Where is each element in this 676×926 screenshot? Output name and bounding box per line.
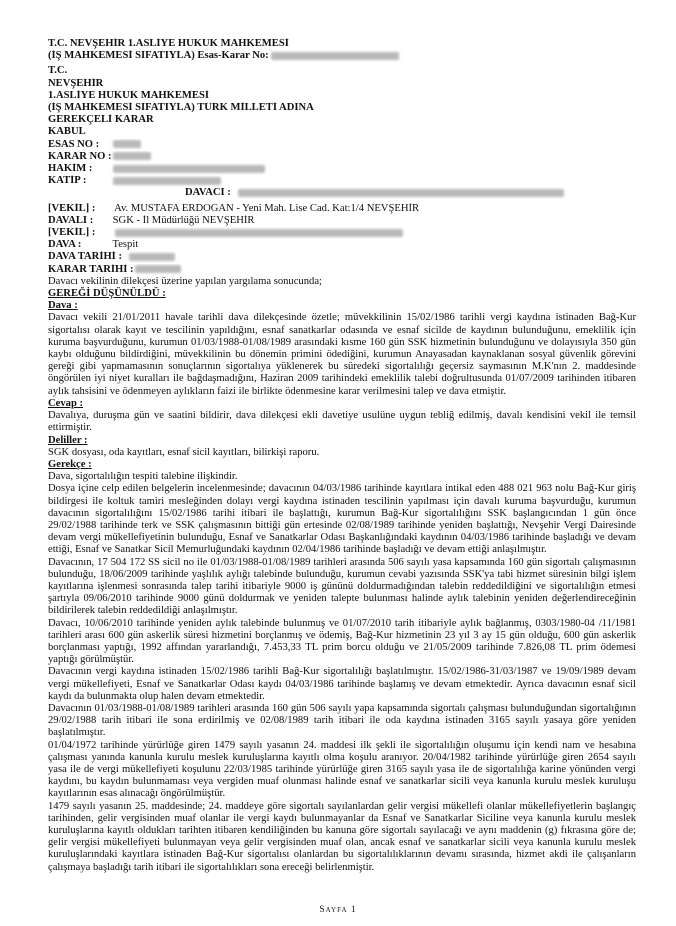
redacted-dava-tarihi xyxy=(129,253,175,261)
vekil2-row xyxy=(48,227,636,239)
gerekce-paragraph-6: Davacının 01/03/1988-01/08/1989 tarihleri arasında 160 gün 506 sayılı yapa kapsamında sigortalı çalışması bulunduğundan sigortalığının 29/02/1988 tarih itibari ile sona erdirilmiş ve 02/08/1989 tarih itibari ile oda kaydına istinaden 3165 sayılı yasaya göre yeniden başlatılmıştır. xyxy=(48,702,636,739)
page-footer: Sayfa 1 xyxy=(319,905,357,915)
deliller-paragraph: SGK dosyası, oda kayıtları, esnaf sicil kayıtları, bilirkişi raporu. xyxy=(48,446,320,458)
dava-paragraph: Davacı vekili 21/01/2011 havale tarihli dava dilekçesinde özetle; müvekkilinin 15/02/1986 tarihli vergi kaydına istinaden Bağ-Kur sigortalısı olarak kayıt ve tescilinin yapıldığını, esnaf sanatkarlar odasında ve esnaf sicilde de kaydının bulunduğunu, emeklilik için kuruma başvurduğunu, kurumun 01/03/1988-01/08/1989 arasındaki kısme 160 gün SSK hizmetinin bulunduğunu ve dolayısıyla 350 gün kaybı olduğunu bildirdiğini, müvekkilinin bu dönemin primini ödediğini, kurumun Anayasadan kaynaklanan sosyal güvenlik görevini gereği gibi yapmamasının sonuçlarının sigortalıya yüklenerek bu süredeki sigortalılığı geçersiz saymasının M.K'nın 2. maddesinde öngörülen iyi niyet kuralları ile bağdaşmadığını, Haziran 2009 tarihindeki emeklilik talebi doğrultusunda 01/07/2009 tarihinden itibaren aylık tahsisini ve ödenmeyen aylıkların faizi ile birlikte ödenmesine karar verilmesini talep ve dava etmiştir. xyxy=(48,312,636,397)
redacted-katip xyxy=(113,177,221,185)
redacted-karar-no xyxy=(113,152,151,160)
case-number-line xyxy=(48,50,636,62)
vekil1-value: Av. MUSTAFA ERDOĞAN - Yeni Mah. Lise Cad. Kat:1/4 NEVŞEHİR xyxy=(114,202,420,214)
tc-label: T.C. xyxy=(48,65,68,77)
gerekce-paragraph-8: 1479 sayılı yasanın 25. maddesinde; 24. maddeye göre sigortalı sayılanlardan gelir vergisi mükellefi olanlar mükellefiyetlerin başlangıç tarihinden, gelir vergisinden muaf olanlar ile vergi kaydı bulunmayanlar da Esnaf ve Sanatkarlar Siciline veya kanunla kurulu meslek kuruluşlarına kayıtlı oldukları tarihten itibaren kendiliğinden bu kanuna göre sigortalı sayılacağı ve aynı maddenin (g) fıkrasına göre de; gelir vergisi mükellefiyeti bulunmayan veya gelir vergisinden muaf olan, ancak esnaf ve sanatkarlar sicili veya kanunla kurulu meslek kuruluşlarındaki kayıtlara istinaden Bağ-Kur sigortalısı olanlardan bu sigortalılıklarının devamı sırasında, hizmet akdi ile çalışanların çalışmaya başladığı tarih itibari ile sigortalılıkları sona ereceği belirlenmiştir. xyxy=(48,800,636,873)
city-label: NEVŞEHİR xyxy=(48,77,104,89)
davali-value: SGK - İl Müdürlüğü NEVŞEHİR xyxy=(112,214,255,226)
dava-tarihi-label: DAVA TARİHİ : xyxy=(48,251,122,263)
katip-row xyxy=(48,175,636,187)
gerekce-paragraph-2: Dosya içine celp edilen belgelerin incelenmesinde; davacının 04/03/1986 tarihinde kayıtlara intikal eden 488 021 963 nolu Bağ-Kur giriş bildirgesi ile koltuk tamiri mesleğinden dolayı vergi kaydına istinaden tescilinin yapılması için davalı kuruma başvurduğu, kurumun davacının sigortalılığını 15/02/1986 tarihi itibari ile başlattığı, kurumun Bağ-Kur sigortalılığını SSK başlangıcından 1 gün önce 29/02/1988 tarihinde terk ve SSK çalışmasının bittiği gün ertesinde 02/08/1989 tarihinde yeniden başlattığı, Nevşehir Vergi Dairesinde devam vergi mükellefiyetinin bulunduğu, Esnaf ve Sanatkarlar Odası Başkanlığındaki kaydının 04/03/1986 tarihinde başladığı ve devam ettiği, Esnaf ve Sanatkar Sicil Memurluğundaki kaydının 02/04/1986 tarihinde başladığı ve devam ettiği anlaşılmıştır. xyxy=(48,483,636,556)
nation-title: (İŞ MAHKEMESİ SIFATIYLA) TÜRK MİLLETİ ADINA xyxy=(48,102,314,114)
karar-tarihi-row xyxy=(48,264,636,276)
cevap-paragraph: Davalıya, duruşma gün ve saatini bildirir, dava dilekçesi ekli davetiye usulüne uygun tebliğ edilmiş, davalı kendisini vekil ile temsil ettirmiştir. xyxy=(48,410,636,434)
redacted-hakim xyxy=(113,165,265,173)
davali-label: DAVALI : xyxy=(48,214,94,226)
redacted-karar-tarihi xyxy=(135,265,181,273)
gerekce-paragraph-1: Dava, sigortalılığın tespiti talebine ilişkindir. xyxy=(48,471,238,483)
vekil2-label: [VEKİL] : xyxy=(48,227,96,239)
redacted-vekil2 xyxy=(115,229,403,237)
redacted-esas-no xyxy=(113,140,141,148)
geregi-heading: GEREĞİ DÜŞÜNÜLDÜ : xyxy=(48,288,166,300)
cevap-heading: Cevap : xyxy=(48,397,84,409)
hakim-label: HAKİM : xyxy=(48,163,93,175)
karar-no-row xyxy=(48,151,636,163)
case-number-prefix: (İŞ MAHKEMESİ SIFATIYLA) Esas-Karar No: xyxy=(48,50,269,62)
decision-title: GEREKÇELİ KARAR xyxy=(48,114,154,126)
vekil1-row xyxy=(48,203,636,215)
esas-no-label: ESAS NO : xyxy=(48,138,100,150)
esas-no-row xyxy=(48,139,636,151)
davaci-row xyxy=(48,187,636,199)
dava-heading: Dava : xyxy=(48,300,78,312)
deliller-heading: Deliller : xyxy=(48,434,88,446)
court-label: 1.ASLİYE HUKUK MAHKEMESİ xyxy=(48,89,209,101)
katip-label: KATİP : xyxy=(48,175,87,187)
karar-no-label: KARAR NO : xyxy=(48,150,112,162)
davali-row xyxy=(48,215,636,227)
court-heading: T.C. NEVŞEHİR 1.ASLİYE HUKUK MAHKEMESİ xyxy=(48,38,289,49)
gerekce-paragraph-7: 01/04/1972 tarihinde yürürlüğe giren 1479 sayılı yasanın 24. maddesi ilk şekli ile sigortalılığın oluşumu için kendi nam ve hesabına çalışması yanında kanunla kurulu meslek kuruluşlarına kayıtlı olma koşulu aranıyor. 20/04/1982 tarihinde yürürlüğe giren 2654 sayılı yasa ile de vergi mükellefiyeti koşulunu 22/03/1985 tarihinde yürürlüğe giren 3165 sayılı yasa ile de sigortalılığa karine yönünden vergi kaydını, bu kaydın bulunmaması veya vergiden muaf olunması halinde esnaf ve sanatkarlar sicili veya kanunla kurulu meslek kuruluşu kayıtlarının esas alınacağı öngörülmüştür. xyxy=(48,739,636,800)
redacted-case-number xyxy=(271,52,399,60)
gerekce-paragraph-3: Davacının, 17 504 172 SS sicil no ile 01/03/1988-01/08/1989 tarihleri arasında 506 sayılı yasa kapsamında 160 gün sigortalı çalışmasının bulunduğu, 18/06/2009 tarihinde yaşlılık aylığı talebinde bulunduğu, kurumun cevabi yazısında SSK'ya tabi hizmet süresinin bilgi işlem kayıtlarına işlenmesi sonrasında talep tarihi itibariyle 9000 iş gününü doldurmadığından talebin reddedildiğini ve sigortalılığın etmesi şartıyla 09/06/2010 tarihinde 9000 günü doldurmak ve yeniden talepte bulunması halinde aylık talebinin yeniden değerlendireceğinin bildirilerek talebin reddedildiği anlaşılmıştır. xyxy=(48,556,636,617)
kabul-label: KABUL xyxy=(48,126,86,138)
hakim-row xyxy=(48,163,636,175)
intro-text: Davacı vekilinin dilekçesi üzerine yapılan yargılama sonucunda; xyxy=(48,275,322,287)
gerekce-heading: Gerekçe : xyxy=(48,458,92,470)
vekil1-label: [VEKİL] : xyxy=(48,202,96,214)
gerekce-paragraph-5: Davacının vergi kaydına istinaden 15/02/1986 tarihli Bağ-Kur sigortalılığı başlatılmıştır. 15/02/1986-31/03/1987 ve 19/09/1989 devam vergi mükellefiyeti, Esnaf ve Sanatkarlar Odası kaydı 04/03/1986 tarihinde başlamış ve devam etmektedir. Ayrıca davacının esnaf sicil kaydı da bulunmakta olup halen devam etmektedir. xyxy=(48,666,636,702)
dava-tarihi-row xyxy=(48,251,636,263)
davaci-label: DAVACI : xyxy=(185,187,231,199)
redacted-davaci xyxy=(238,189,564,197)
dava-value: Tespit xyxy=(112,239,139,251)
karar-tarihi-label: KARAR TARİHİ : xyxy=(48,263,134,275)
gerekce-paragraph-4: Davacı, 10/06/2010 tarihinde yeniden aylık talebinde bulunmuş ve 01/07/2010 tarih itibariyle aylık bağlanmış, 0303/1980-04 /11/1981 tarihleri arası 600 gün askerlik süresi hizmetini borçlanmış ve ödemiş, Bağ-Kur hizmetinin 23 yıl 3 ay 15 gün olduğu, 600 gün askerlik borçlanması yaptığı, 1992 affından yararlandığı, 7.453,33 TL prim borcu olduğu ve 21/05/2009 tarihinde 7.826,08 TL prim ödemesi yaptığı görülmüştür. xyxy=(48,617,636,666)
dava-label: DAVA : xyxy=(48,239,82,251)
document-page xyxy=(48,38,636,874)
dava-row xyxy=(48,239,636,251)
